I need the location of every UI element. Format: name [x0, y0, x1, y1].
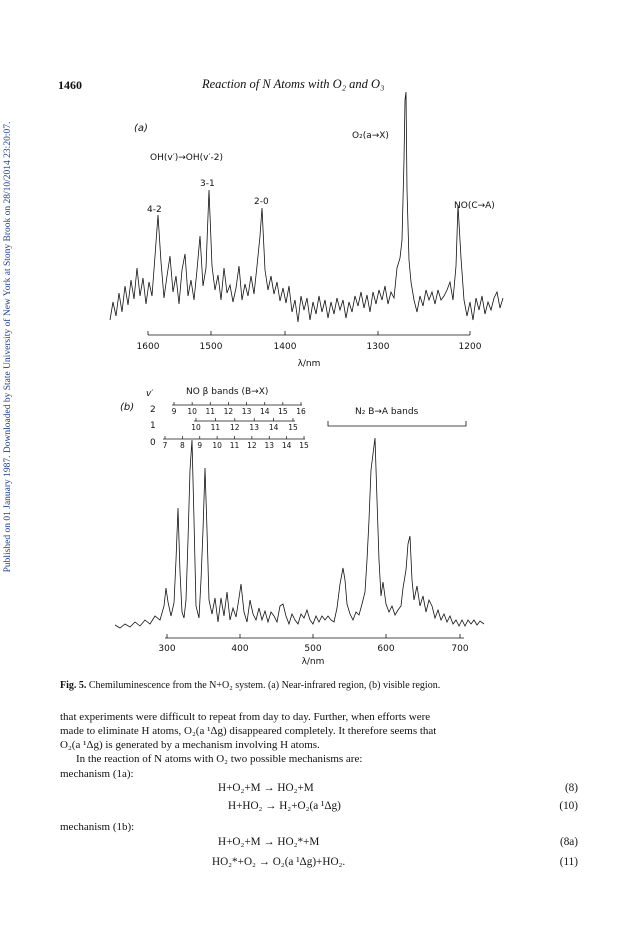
a-tick-1400: 1400 [273, 342, 297, 352]
equation-10: H+HO₂ → H₂+O₂(a ¹Δg) [228, 800, 341, 812]
row2-label-3: 12 [223, 407, 234, 416]
b-tick-700: 700 [451, 644, 469, 654]
row2-label-0: 9 [171, 407, 177, 416]
spectrum-b-trace [115, 438, 484, 628]
v0-ladder-labels [163, 436, 309, 450]
n2-bands-title: N₂ B→A bands [355, 407, 419, 417]
spectrum-a-trace [110, 92, 503, 322]
v1-ladder-labels [191, 418, 298, 432]
row-v1: 1 [150, 421, 156, 431]
row0-label-5: 12 [247, 441, 257, 450]
para-1-line-2: made to eliminate H atoms, O₂(a ¹Δg) disappeared completely. It therefore seems that [60, 725, 437, 737]
para-2: In the reaction of N atoms with O₂ two possible mechanisms are: [76, 753, 363, 765]
row0-label-1: 8 [179, 441, 185, 450]
row2-label-1: 10 [187, 407, 197, 416]
o2-annotation: O₂(a→X) [352, 131, 389, 141]
row2-label-5: 14 [259, 407, 270, 416]
a-tick-1200: 1200 [458, 342, 482, 352]
panel-b-label: (b) [120, 402, 135, 413]
b-tick-500: 500 [304, 644, 322, 654]
row0-label-4: 11 [229, 441, 240, 450]
b-tick-600: 600 [377, 644, 395, 654]
row0-label-2: 9 [197, 441, 203, 450]
equation-8a: H+O₂+M → HO₂*+M [218, 836, 320, 848]
row0-label-8: 15 [299, 441, 309, 450]
running-head: Reaction of N Atoms with O₂ and O₃ [202, 77, 385, 91]
band-2-0-label: 2-0 [254, 197, 269, 207]
equation-11-number: (11) [559, 856, 578, 868]
para-1-line-3: O₂(a ¹Δg) is generated by a mechanism involving H atoms. [60, 739, 320, 751]
v2-ladder-labels [172, 402, 306, 416]
oh-annotation: OH(v′)→OH(v′-2) [150, 153, 224, 163]
figure-caption [60, 680, 580, 691]
a-tick-1600: 1600 [136, 342, 160, 352]
row1-label-0: 10 [191, 423, 201, 432]
row2-label-2: 11 [205, 407, 216, 416]
row0-label-7: 14 [281, 441, 292, 450]
row1-label-3: 13 [249, 423, 259, 432]
band-3-1-label: 3-1 [200, 179, 215, 189]
no-beta-title: NO β bands (B→X) [186, 387, 269, 397]
page-number: 1460 [58, 78, 82, 92]
row0-label-6: 13 [264, 441, 275, 450]
equation-8-number: (8) [564, 782, 578, 794]
equation-11: HO₂*+O₂ → O₂(a ¹Δg)+HO₂. [212, 856, 346, 868]
mechanism-1a-label: mechanism (1a): [60, 768, 134, 780]
row1-label-1: 11 [210, 423, 221, 432]
panel-a-label: (a) [134, 123, 148, 134]
a-tick-1500: 1500 [199, 342, 223, 352]
row-v2: 2 [150, 405, 156, 415]
b-tick-300: 300 [158, 644, 176, 654]
row0-label-0: 7 [162, 441, 168, 450]
n2-bracket [328, 421, 466, 426]
caption-text: Chemiluminescence from the N+O₂ system. (a) Near-infrared region, (b) visible region. [88, 680, 441, 691]
row-v0: 0 [150, 438, 156, 448]
equation-8a-number: (8a) [559, 836, 578, 848]
a-tick-1300: 1300 [366, 342, 390, 352]
equation-10-number: (10) [559, 800, 578, 812]
row1-label-2: 12 [230, 423, 240, 432]
para-1-line-1: that experiments were difficult to repeat from day to day. Further, when efforts were [60, 711, 431, 723]
equation-8: H+O₂+M → HO₂+M [218, 782, 314, 794]
a-xlabel: λ/nm [297, 359, 321, 369]
vprime-label: v′ [146, 389, 154, 399]
no-annotation: NO(C→A) [454, 201, 495, 211]
row2-label-7: 16 [296, 407, 306, 416]
b-tick-400: 400 [231, 644, 249, 654]
row2-label-6: 15 [278, 407, 288, 416]
row0-label-3: 10 [212, 441, 222, 450]
b-xlabel: λ/nm [301, 657, 325, 667]
band-4-2-label: 4-2 [147, 205, 162, 215]
download-notice: Published on 01 January 1987. Downloaded by State University of New York at Stony Brook on 28/10/2014 23:20:07. [3, 121, 13, 573]
row1-label-4: 14 [268, 423, 279, 432]
row2-label-4: 13 [241, 407, 252, 416]
caption-label: Fig. 5. [60, 680, 87, 691]
mechanism-1b-label: mechanism (1b): [60, 821, 135, 833]
row1-label-5: 15 [288, 423, 298, 432]
